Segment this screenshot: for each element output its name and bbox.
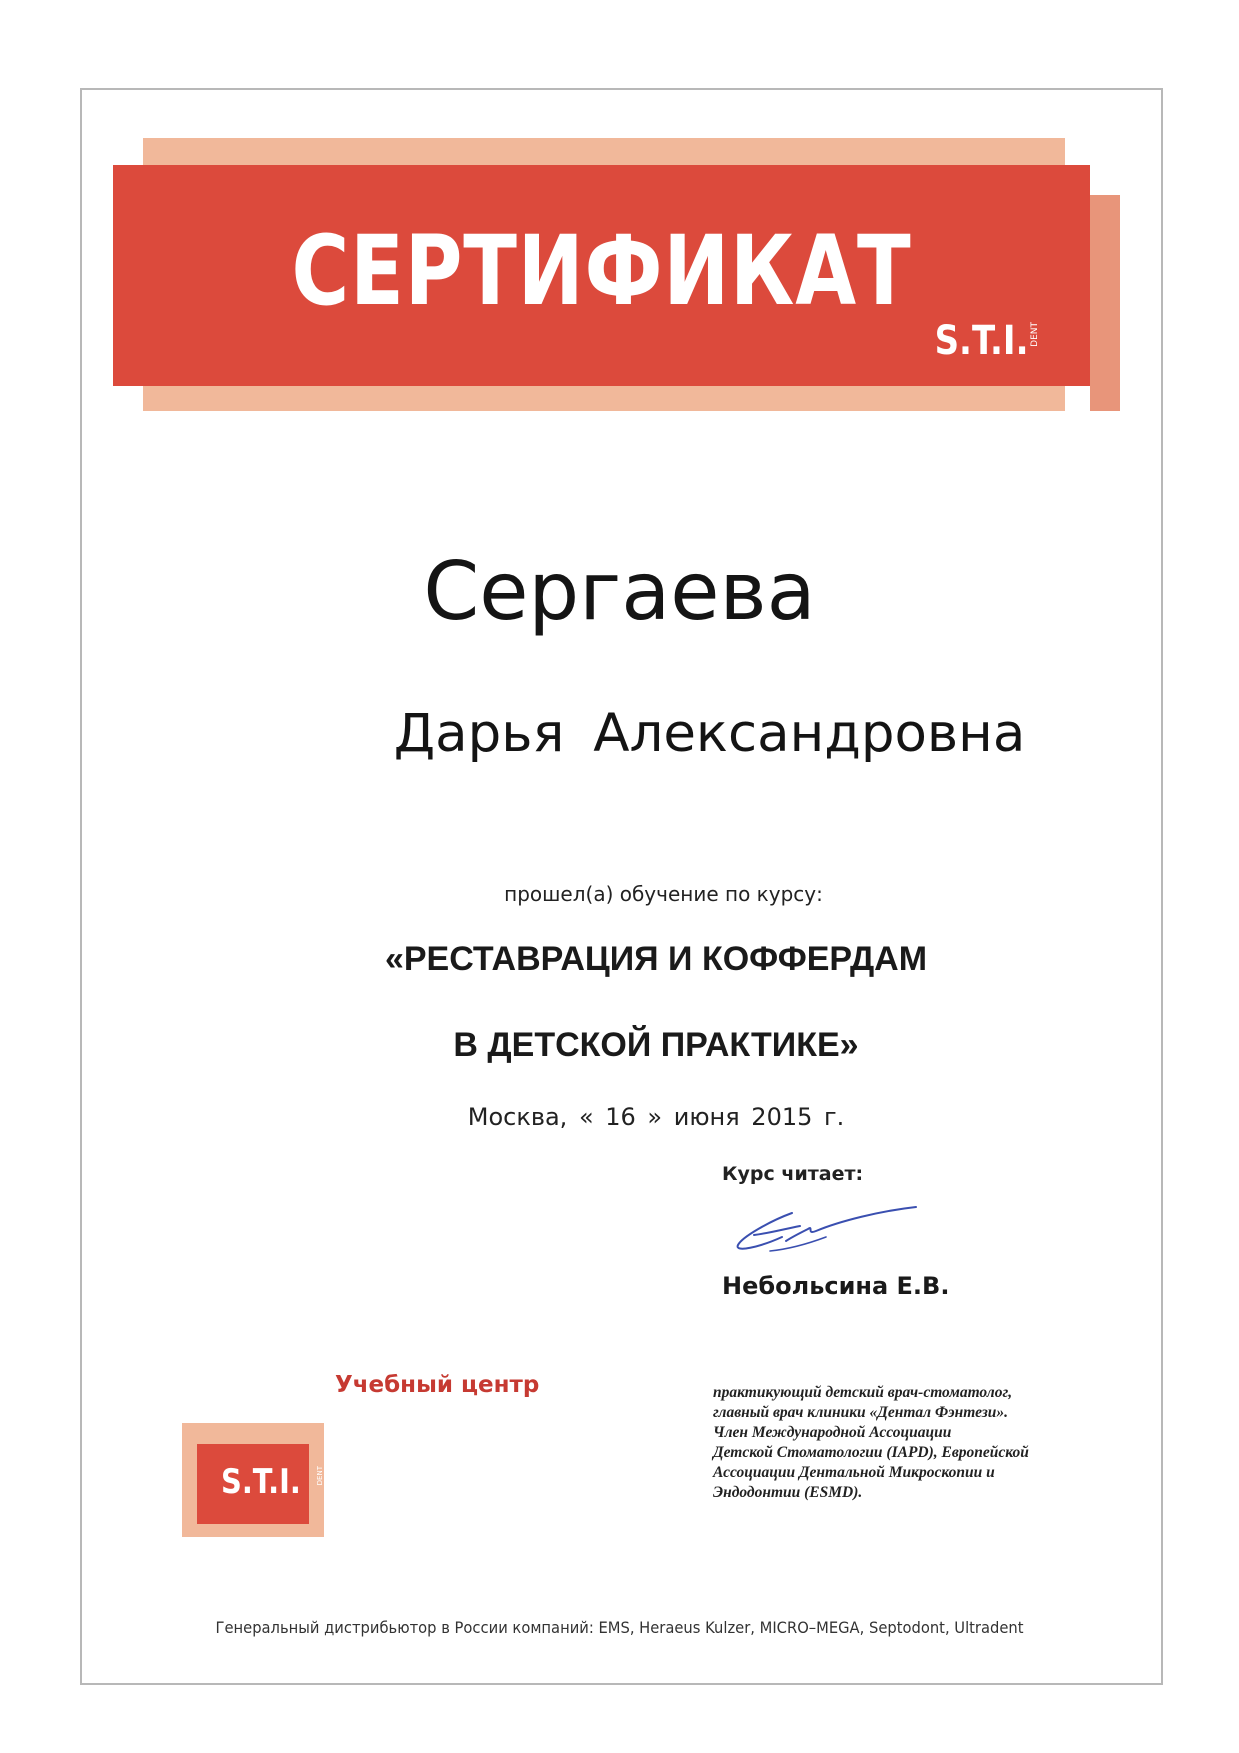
- bio-line: практикующий детский врач-стоматолог,: [713, 1384, 1013, 1401]
- distributor-footer: Генеральный дистрибьютор в России компаний: EMS, Heraeus Kulzer, MICRO–MEGA, Septodont, Ultradent: [215, 1618, 1024, 1637]
- course-title-line-1: «РЕСТАВРАЦИЯ И КОФФЕРДАМ: [384, 940, 928, 978]
- sti-logo-text: S.T.I.: [934, 318, 1028, 364]
- training-center-label: Учебный центр: [335, 1372, 540, 1398]
- sti-small-logo-text: S.T.I.: [221, 1462, 301, 1502]
- completed-course-label: прошел(а) обучение по курсу:: [504, 882, 823, 906]
- sti-small-logo-subtext: DENT: [315, 1466, 324, 1486]
- header-banner: [113, 165, 1090, 386]
- bio-line: Эндодонтии (ESMD).: [713, 1484, 863, 1501]
- banner-accent-strip: [1090, 195, 1120, 411]
- bio-line: Детской Стоматологии (IAPD), Европейской: [713, 1444, 1029, 1461]
- recipient-first-names: Дарья Александровна: [393, 703, 1026, 764]
- lecturer-name: Небольсина Е.В.: [722, 1272, 950, 1300]
- sti-small-logo: [221, 1462, 324, 1502]
- bio-line: Ассоциации Дентальной Микроскопии и: [713, 1464, 995, 1481]
- lecturer-bio: [713, 1383, 1113, 1503]
- bio-line: главный врач клиники «Дентал Фэнтези».: [713, 1404, 1009, 1421]
- signature-icon: [730, 1193, 920, 1263]
- bio-line: Член Международной Ассоциации: [713, 1424, 952, 1441]
- recipient-last-name: Сергаева: [423, 545, 816, 638]
- place-and-date: Москва, « 16 » июня 2015 г.: [467, 1103, 845, 1131]
- training-center-logo: [197, 1444, 324, 1524]
- course-title-line-2: В ДЕТСКОЙ ПРАКТИКЕ»: [453, 1026, 859, 1064]
- certificate-title: СЕРТИФИКАТ: [291, 215, 912, 327]
- lecturer-label: Курс читает:: [722, 1163, 864, 1185]
- sti-logo-subtext: DENT: [1030, 322, 1040, 347]
- sti-logo: [918, 318, 1041, 364]
